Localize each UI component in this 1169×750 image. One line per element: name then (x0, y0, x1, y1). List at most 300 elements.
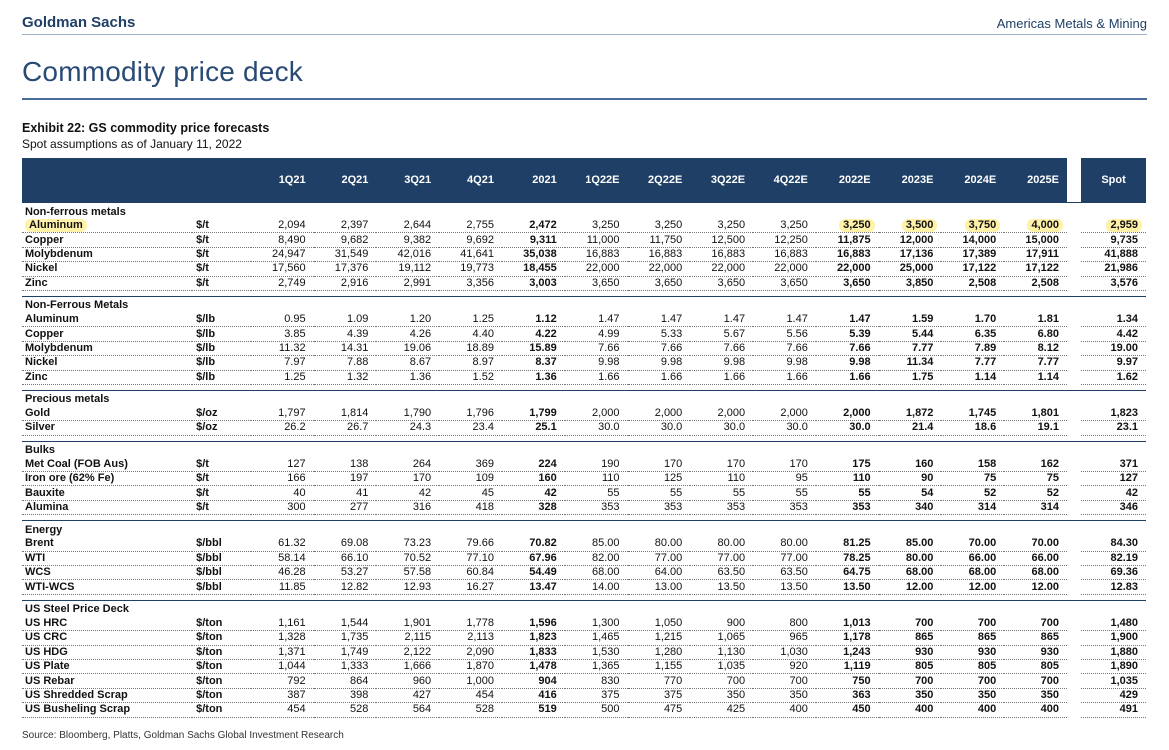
value-cell: 14.00 (565, 580, 628, 594)
column-header: 2024E (941, 158, 1004, 203)
column-header-spot: Spot (1081, 158, 1146, 203)
value-cell: 7.66 (628, 341, 691, 355)
value-cell: 16,883 (565, 247, 628, 261)
unit-cell: $/t (192, 458, 251, 472)
value-cell: 2,644 (376, 219, 439, 233)
commodity-name: WCS (22, 566, 192, 580)
value-cell (941, 219, 1004, 233)
table-header-row (22, 158, 1146, 203)
unit-cell: $/lb (192, 327, 251, 341)
value-cell: 19,773 (439, 262, 502, 276)
value-cell: 1.66 (753, 370, 816, 384)
value-cell: 1.66 (690, 370, 753, 384)
value-cell: 9.98 (690, 356, 753, 370)
title-divider (22, 98, 1147, 100)
price-deck-table-container (22, 158, 1146, 718)
value-cell: 14.31 (314, 341, 377, 355)
value-cell: 7.97 (251, 356, 314, 370)
value-cell: 7.66 (816, 341, 879, 355)
value-cell: 170 (628, 458, 691, 472)
gap-cell (1067, 458, 1081, 472)
value-cell: 353 (753, 500, 816, 514)
gap-cell (1067, 370, 1081, 384)
value-cell: 1.12 (502, 313, 565, 327)
commodity-name: US Shredded Scrap (22, 688, 192, 702)
group-title: Precious metals (22, 390, 1067, 407)
unit-cell: $/lb (192, 370, 251, 384)
value-cell: 5.39 (816, 327, 879, 341)
gap-cell (1067, 703, 1081, 717)
table-row (22, 247, 1146, 261)
value-cell: 9.98 (628, 356, 691, 370)
value-cell: 81.25 (816, 537, 879, 551)
unit-cell: $/t (192, 500, 251, 514)
value-cell: 1,000 (439, 674, 502, 688)
group-title-row (22, 521, 1146, 538)
gap-cell (1067, 296, 1081, 313)
value-cell: 45 (439, 486, 502, 500)
value-cell: 700 (1004, 617, 1067, 631)
value-cell: 1,119 (816, 659, 879, 673)
value-cell: 1.36 (502, 370, 565, 384)
value-cell: 42 (376, 486, 439, 500)
value-cell: 528 (314, 703, 377, 717)
gap-cell (1067, 521, 1081, 538)
value-cell: 1,465 (565, 631, 628, 645)
value-cell: 90 (879, 472, 942, 486)
value-cell: 17,122 (941, 262, 1004, 276)
value-cell: 865 (879, 631, 942, 645)
gap-cell (1067, 233, 1081, 247)
value-cell: 3,650 (690, 276, 753, 290)
value-cell: 1,544 (314, 617, 377, 631)
value-cell: 16,883 (816, 247, 879, 261)
value-cell: 700 (1004, 674, 1067, 688)
gap-cell (1067, 341, 1081, 355)
value-cell: 77.00 (690, 551, 753, 565)
value-cell: 3,250 (565, 219, 628, 233)
table-row (22, 421, 1146, 435)
value-cell: 564 (376, 703, 439, 717)
gap-cell (1067, 327, 1081, 341)
gap-cell (1067, 600, 1081, 617)
commodity-name: Copper (22, 233, 192, 247)
value-cell: 1.25 (251, 370, 314, 384)
value-cell: 700 (879, 617, 942, 631)
value-cell: 11,000 (565, 233, 628, 247)
column-header: 2022E (816, 158, 879, 203)
table-row (22, 688, 1146, 702)
value-cell: 9,692 (439, 233, 502, 247)
value-cell: 18,455 (502, 262, 565, 276)
value-cell: 175 (816, 458, 879, 472)
spot-value-cell: 21,986 (1081, 262, 1146, 276)
spot-value-highlight: 2,959 (1106, 219, 1142, 232)
value-cell: 830 (565, 674, 628, 688)
value-cell: 53.27 (314, 566, 377, 580)
value-cell: 1,796 (439, 407, 502, 421)
gap-cell (1067, 617, 1081, 631)
value-cell: 17,911 (1004, 247, 1067, 261)
value-cell: 52 (1004, 486, 1067, 500)
value-cell: 400 (879, 703, 942, 717)
value-cell: 1,280 (628, 645, 691, 659)
value-cell: 3,250 (753, 219, 816, 233)
value-cell: 19.1 (1004, 421, 1067, 435)
value-cell: 13.47 (502, 580, 565, 594)
gap-cell (1067, 472, 1081, 486)
value-cell: 77.00 (628, 551, 691, 565)
spot-value-cell: 4.42 (1081, 327, 1146, 341)
commodity-name: WTI-WCS (22, 580, 192, 594)
page-title: Commodity price deck (22, 56, 303, 87)
column-header: 1Q21 (251, 158, 314, 203)
value-cell: 13.50 (690, 580, 753, 594)
header-blank-unit (192, 158, 251, 203)
value-cell: 95 (753, 472, 816, 486)
value-cell: 11.32 (251, 341, 314, 355)
table-row (22, 631, 1146, 645)
value-cell: 110 (565, 472, 628, 486)
value-cell: 363 (816, 688, 879, 702)
value-cell: 427 (376, 688, 439, 702)
value-cell: 1,050 (628, 617, 691, 631)
value-cell: 353 (690, 500, 753, 514)
value-cell: 1,530 (565, 645, 628, 659)
spot-value-cell: 1,823 (1081, 407, 1146, 421)
value-cell: 54 (879, 486, 942, 500)
value-cell: 160 (879, 458, 942, 472)
group-title-row (22, 296, 1146, 313)
value-cell: 41 (314, 486, 377, 500)
value-cell: 22,000 (816, 262, 879, 276)
value-cell: 500 (565, 703, 628, 717)
value-cell: 110 (816, 472, 879, 486)
value-cell: 1.66 (628, 370, 691, 384)
table-row (22, 566, 1146, 580)
value-cell: 2,000 (565, 407, 628, 421)
commodity-name: WTI (22, 551, 192, 565)
value-cell: 316 (376, 500, 439, 514)
value-cell: 3,650 (628, 276, 691, 290)
value-cell: 528 (439, 703, 502, 717)
value-cell: 69.08 (314, 537, 377, 551)
value-cell: 63.50 (690, 566, 753, 580)
value-highlight: 3,750 (965, 219, 1001, 232)
gap-cell (1067, 219, 1081, 233)
table-row (22, 233, 1146, 247)
unit-cell: $/oz (192, 421, 251, 435)
value-cell: 1,333 (314, 659, 377, 673)
table-row (22, 370, 1146, 384)
value-cell: 930 (879, 645, 942, 659)
value-highlight: 3,500 (902, 219, 938, 232)
spot-value-cell: 1.34 (1081, 313, 1146, 327)
value-cell: 7.66 (565, 341, 628, 355)
commodity-price-table (22, 158, 1146, 718)
value-cell: 8,490 (251, 233, 314, 247)
group-title: US Steel Price Deck (22, 600, 1067, 617)
value-cell: 170 (376, 472, 439, 486)
value-cell: 24,947 (251, 247, 314, 261)
value-cell: 3,650 (753, 276, 816, 290)
value-cell: 17,376 (314, 262, 377, 276)
value-cell: 4.40 (439, 327, 502, 341)
value-cell: 61.32 (251, 537, 314, 551)
value-cell: 375 (565, 688, 628, 702)
value-cell: 55 (816, 486, 879, 500)
table-row (22, 313, 1146, 327)
value-cell: 9.98 (753, 356, 816, 370)
spot-value-cell: 346 (1081, 500, 1146, 514)
gap-cell (1067, 631, 1081, 645)
value-cell: 85.00 (565, 537, 628, 551)
value-cell: 19.06 (376, 341, 439, 355)
value-cell: 35,038 (502, 247, 565, 261)
value-cell: 5.67 (690, 327, 753, 341)
spot-value-cell: 23.1 (1081, 421, 1146, 435)
unit-cell: $/lb (192, 341, 251, 355)
value-cell: 700 (941, 674, 1004, 688)
value-cell: 60.84 (439, 566, 502, 580)
column-header: 2021 (502, 158, 565, 203)
group-title-row (22, 390, 1146, 407)
value-cell: 264 (376, 458, 439, 472)
commodity-name: Alumina (22, 500, 192, 514)
value-cell: 314 (1004, 500, 1067, 514)
table-row (22, 356, 1146, 370)
value-cell: 30.0 (565, 421, 628, 435)
value-cell: 80.00 (753, 537, 816, 551)
value-cell: 2,000 (753, 407, 816, 421)
value-cell (879, 219, 942, 233)
value-cell: 454 (439, 688, 502, 702)
spot-value-cell (1081, 219, 1146, 233)
value-cell: 930 (941, 645, 1004, 659)
gap-cell (1067, 500, 1081, 514)
value-cell: 26.2 (251, 421, 314, 435)
value-cell: 450 (816, 703, 879, 717)
value-cell: 1.59 (879, 313, 942, 327)
value-cell: 30.0 (690, 421, 753, 435)
value-cell: 197 (314, 472, 377, 486)
column-header: 1Q22E (565, 158, 628, 203)
commodity-name: US Busheling Scrap (22, 703, 192, 717)
value-cell: 16,883 (690, 247, 753, 261)
value-cell: 1,178 (816, 631, 879, 645)
column-header: 4Q21 (439, 158, 502, 203)
value-cell: 1.47 (628, 313, 691, 327)
value-cell: 11.34 (879, 356, 942, 370)
value-cell: 18.89 (439, 341, 502, 355)
commodity-name: Molybdenum (22, 341, 192, 355)
value-cell: 7.88 (314, 356, 377, 370)
commodity-name: Nickel (22, 262, 192, 276)
value-cell: 12.93 (376, 580, 439, 594)
value-cell: 2,472 (502, 219, 565, 233)
spot-value-cell: 84.30 (1081, 537, 1146, 551)
value-cell: 23.4 (439, 421, 502, 435)
value-cell: 1.66 (565, 370, 628, 384)
value-cell: 170 (690, 458, 753, 472)
spot-cell-empty (1081, 600, 1146, 617)
unit-cell: $/lb (192, 356, 251, 370)
value-cell: 1,745 (941, 407, 1004, 421)
value-cell: 70.82 (502, 537, 565, 551)
value-cell: 5.44 (879, 327, 942, 341)
table-row (22, 703, 1146, 717)
value-cell: 25.1 (502, 421, 565, 435)
value-cell: 12.00 (879, 580, 942, 594)
value-cell: 22,000 (690, 262, 753, 276)
gap-cell (1067, 247, 1081, 261)
value-cell: 700 (941, 617, 1004, 631)
value-cell: 1.66 (816, 370, 879, 384)
value-cell: 2,991 (376, 276, 439, 290)
value-cell: 64.00 (628, 566, 691, 580)
gap-cell (1067, 688, 1081, 702)
value-cell: 85.00 (879, 537, 942, 551)
unit-cell: $/t (192, 219, 251, 233)
value-cell: 2,916 (314, 276, 377, 290)
value-cell: 57.58 (376, 566, 439, 580)
value-cell: 22,000 (628, 262, 691, 276)
value-cell: 387 (251, 688, 314, 702)
gap-cell (1067, 659, 1081, 673)
value-cell: 16.27 (439, 580, 502, 594)
spot-value-cell: 1,880 (1081, 645, 1146, 659)
value-cell: 1,478 (502, 659, 565, 673)
value-cell: 8.12 (1004, 341, 1067, 355)
table-row (22, 458, 1146, 472)
value-cell: 110 (690, 472, 753, 486)
value-cell: 7.77 (1004, 356, 1067, 370)
value-cell: 805 (941, 659, 1004, 673)
value-cell: 1,130 (690, 645, 753, 659)
value-cell: 2,749 (251, 276, 314, 290)
spot-cell-empty (1081, 296, 1146, 313)
value-cell: 1,030 (753, 645, 816, 659)
group-title-row (22, 441, 1146, 458)
value-cell: 7.66 (753, 341, 816, 355)
value-cell: 418 (439, 500, 502, 514)
value-cell: 353 (565, 500, 628, 514)
value-cell: 1.47 (565, 313, 628, 327)
table-row (22, 407, 1146, 421)
value-cell: 17,136 (879, 247, 942, 261)
value-cell: 475 (628, 703, 691, 717)
unit-cell: $/ton (192, 674, 251, 688)
value-cell: 70.52 (376, 551, 439, 565)
spot-value-cell: 127 (1081, 472, 1146, 486)
value-cell: 17,560 (251, 262, 314, 276)
value-cell: 2,115 (376, 631, 439, 645)
value-cell: 77.00 (753, 551, 816, 565)
gap-cell (1067, 441, 1081, 458)
value-cell: 58.14 (251, 551, 314, 565)
value-cell: 158 (941, 458, 1004, 472)
value-cell: 12,000 (879, 233, 942, 247)
commodity-name: Molybdenum (22, 247, 192, 261)
spot-value-cell: 82.19 (1081, 551, 1146, 565)
spot-value-cell: 42 (1081, 486, 1146, 500)
value-cell: 12.82 (314, 580, 377, 594)
table-row (22, 472, 1146, 486)
unit-cell: $/oz (192, 407, 251, 421)
value-cell: 42 (502, 486, 565, 500)
value-cell: 25,000 (879, 262, 942, 276)
spot-cell-empty (1081, 441, 1146, 458)
value-cell: 965 (753, 631, 816, 645)
value-cell: 3,250 (628, 219, 691, 233)
unit-cell: $/ton (192, 703, 251, 717)
value-cell: 68.00 (565, 566, 628, 580)
value-cell: 350 (690, 688, 753, 702)
value-cell: 3.85 (251, 327, 314, 341)
gap-cell (1067, 262, 1081, 276)
value-cell: 30.0 (753, 421, 816, 435)
commodity-name: Aluminum (22, 313, 192, 327)
table-row (22, 327, 1146, 341)
column-header: 4Q22E (753, 158, 816, 203)
value-cell: 55 (565, 486, 628, 500)
table-row (22, 617, 1146, 631)
value-cell: 8.97 (439, 356, 502, 370)
value-cell: 15.89 (502, 341, 565, 355)
commodity-name: Zinc (22, 370, 192, 384)
column-header: 2025E (1004, 158, 1067, 203)
value-cell: 400 (941, 703, 1004, 717)
value-cell: 2,094 (251, 219, 314, 233)
spot-value-cell: 1,480 (1081, 617, 1146, 631)
value-cell: 30.0 (816, 421, 879, 435)
value-cell: 425 (690, 703, 753, 717)
value-cell: 75 (941, 472, 1004, 486)
header-blank-name (22, 158, 192, 203)
value-cell: 9.98 (816, 356, 879, 370)
value-cell: 3,650 (565, 276, 628, 290)
value-cell: 109 (439, 472, 502, 486)
value-cell: 3,356 (439, 276, 502, 290)
commodity-name: Copper (22, 327, 192, 341)
unit-cell: $/ton (192, 645, 251, 659)
value-cell: 64.75 (816, 566, 879, 580)
value-cell: 7.66 (690, 341, 753, 355)
value-cell: 68.00 (879, 566, 942, 580)
unit-cell: $/lb (192, 313, 251, 327)
unit-cell: $/t (192, 233, 251, 247)
column-header: 3Q21 (376, 158, 439, 203)
value-cell: 3,250 (690, 219, 753, 233)
value-cell: 1,328 (251, 631, 314, 645)
value-cell: 1.14 (1004, 370, 1067, 384)
exhibit-title: Exhibit 22: GS commodity price forecasts (22, 121, 270, 135)
value-cell: 2,397 (314, 219, 377, 233)
value-cell: 1,044 (251, 659, 314, 673)
value-cell: 904 (502, 674, 565, 688)
gap-cell (1067, 674, 1081, 688)
value-cell (1004, 219, 1067, 233)
value-cell: 750 (816, 674, 879, 688)
value-cell: 15,000 (1004, 233, 1067, 247)
table-row (22, 645, 1146, 659)
value-cell: 350 (941, 688, 1004, 702)
gap-cell (1067, 276, 1081, 290)
value-cell: 1,797 (251, 407, 314, 421)
gap-cell (1067, 356, 1081, 370)
value-cell: 4.26 (376, 327, 439, 341)
value-cell: 13.00 (628, 580, 691, 594)
